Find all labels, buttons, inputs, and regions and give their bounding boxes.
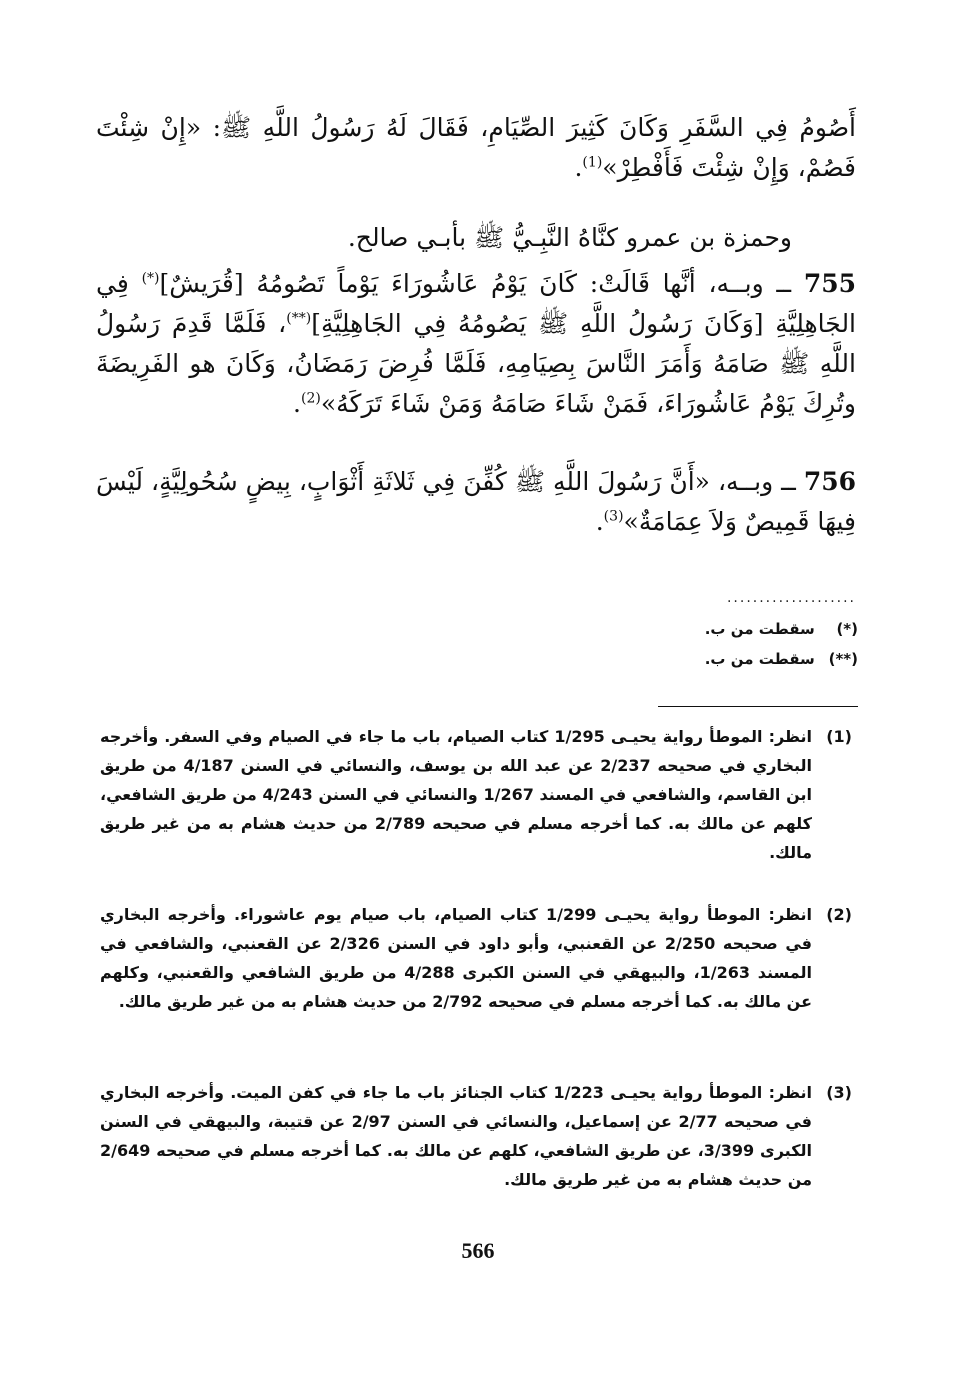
hadith-755-text-2: فِي الجَاهِلِيَّةِ [وَكَانَ رَسُولُ اللَّهِ ﷺ يَصُومُهُ فِي الجَاهِلِيَّةِ]	[96, 269, 857, 338]
variant-note-mark: (*)	[836, 620, 858, 638]
hadith-756	[96, 462, 856, 542]
footnote-divider	[658, 706, 858, 707]
variant-mark-1[interactable]: (*)	[141, 270, 160, 287]
hadith-number-755: 755	[803, 269, 856, 298]
variant-note-2	[560, 650, 858, 668]
footnote-number: (2)	[826, 905, 852, 924]
variant-note-mark: (**)	[828, 650, 858, 668]
paragraph-hamza: وحمزة بن عمرو كنَّاهُ النَّبِـيُّ ﷺ بأبـي صالح.	[347, 223, 792, 252]
period: .	[595, 507, 604, 536]
page-number: 566	[461, 1238, 495, 1263]
footnote-ref-3[interactable]: (3)	[603, 508, 624, 525]
footnote-ref-1[interactable]: (1)	[582, 154, 603, 171]
paragraph-text: أَصُومُ فِي السَّفَرِ وَكَانَ كَثِيرَ الصِّيَامِ، فَقَالَ لَهُ رَسُولُ اللَّهِ ﷺ: «إِنْ شِئْتَ فَصُمْ، وَإِنْ شِئْتَ فَأَفْطِرْ»	[96, 113, 856, 182]
footnote-ref-2[interactable]: (2)	[300, 390, 321, 407]
hadith-756-text: ــ وبــه، «أَنَّ رَسُولَ اللَّهِ ﷺ كُفِّنَ فِي ثَلاثَةِ أَثْوَابٍ، بِيضٍ سُحُولِيَّةٍ، لَيْسَ فِيهَا قَمِيصٌ وَلاَ عِمَامَةٌ»	[96, 467, 856, 536]
footnote-text: انظر: الموطأ رواية يحيـى 1/295 كتاب الصيام، باب ما جاء في الصيام وفي السفر. وأخرجه البخاري في صحيحه 2/237 عن عبد الله بن يوسف، والنسائي في السنن 4/187 من طريق ابن القاسم، والشافعي في المسند 1/267 والنسائي في السنن 4/243 من طريق الشافعي، كلهم عن مالك به. كما أخرجه مسلم في صحيحه 2/789 من حديث هشام به من غير طريق مالك.	[100, 727, 812, 862]
footnote-2	[100, 900, 852, 1016]
hadith-number-756: 756	[803, 467, 856, 496]
separator-dots: ....................	[726, 590, 856, 606]
hadith-755	[96, 264, 856, 424]
hadith-755-text: ــ وبــه، أنَّها قَالَتْ: كَانَ يَوْمُ عَاشُورَاءَ يَوْماً تَصُومُهُ [قُرَيشٌ]	[159, 269, 804, 298]
footnote-text: انظر: الموطأ رواية يحيـى 1/299 كتاب الصيام، باب صيام يوم عاشوراء. وأخرجه البخاري في صحيحه 2/250 عن القعنبي، وأبو داود في السنن 2/326 عن القعنبي، والشافعي في المسند 1/263، والبيهقي في السنن الكبرى 4/288 من طريق الشافعي والقعنبي، وكلهم عن مالك به. كما أخرجه مسلم في صحيحه 2/792 من حديث هشام به من غير طريق مالك.	[100, 905, 813, 1011]
variant-mark-2[interactable]: (**)	[286, 310, 312, 327]
footnote-number: (3)	[826, 1083, 852, 1102]
period: .	[574, 153, 583, 182]
footnote-number: (1)	[826, 727, 852, 746]
period: .	[293, 389, 301, 418]
variant-note-1	[560, 620, 858, 638]
paragraph-continuation	[96, 108, 856, 188]
variant-note-text: سقطت من ب.	[704, 620, 815, 638]
footnote-1	[100, 722, 852, 867]
hadith-755-text-3: ، فَلَمَّا قَدِمَ رَسُولُ اللَّهِ ﷺ صَامَهُ وَأَمَرَ النَّاسَ بِصِيَامِهِ، فَلَمَّا فُرِضَ رَمَضَانُ، وَكَانَ هو الفَرِيضَةَ وتُرِكَ يَوْمُ عَاشُورَاءَ، فَمَنْ شَاءَ صَامَهُ وَمَنْ شَاءَ تَرَكَهُ»	[96, 309, 856, 418]
footnote-3	[100, 1078, 852, 1194]
footnote-text: انظر: الموطأ رواية يحيـى 1/223 كتاب الجنائز باب ما جاء في كفن الميت. وأخرجه البخاري في صحيحه 2/77 عن إسماعيل، والنسائي في السنن 2/97 عن قتيبة، والبيهقي في السنن الكبرى 3/399، عن طريق الشافعي، كلهم عن مالك به. كما أخرجه مسلم في صحيحه 2/649 من حديث هشام به من غير طريق مالك.	[100, 1083, 813, 1189]
variant-note-text: سقطت من ب.	[704, 650, 815, 668]
